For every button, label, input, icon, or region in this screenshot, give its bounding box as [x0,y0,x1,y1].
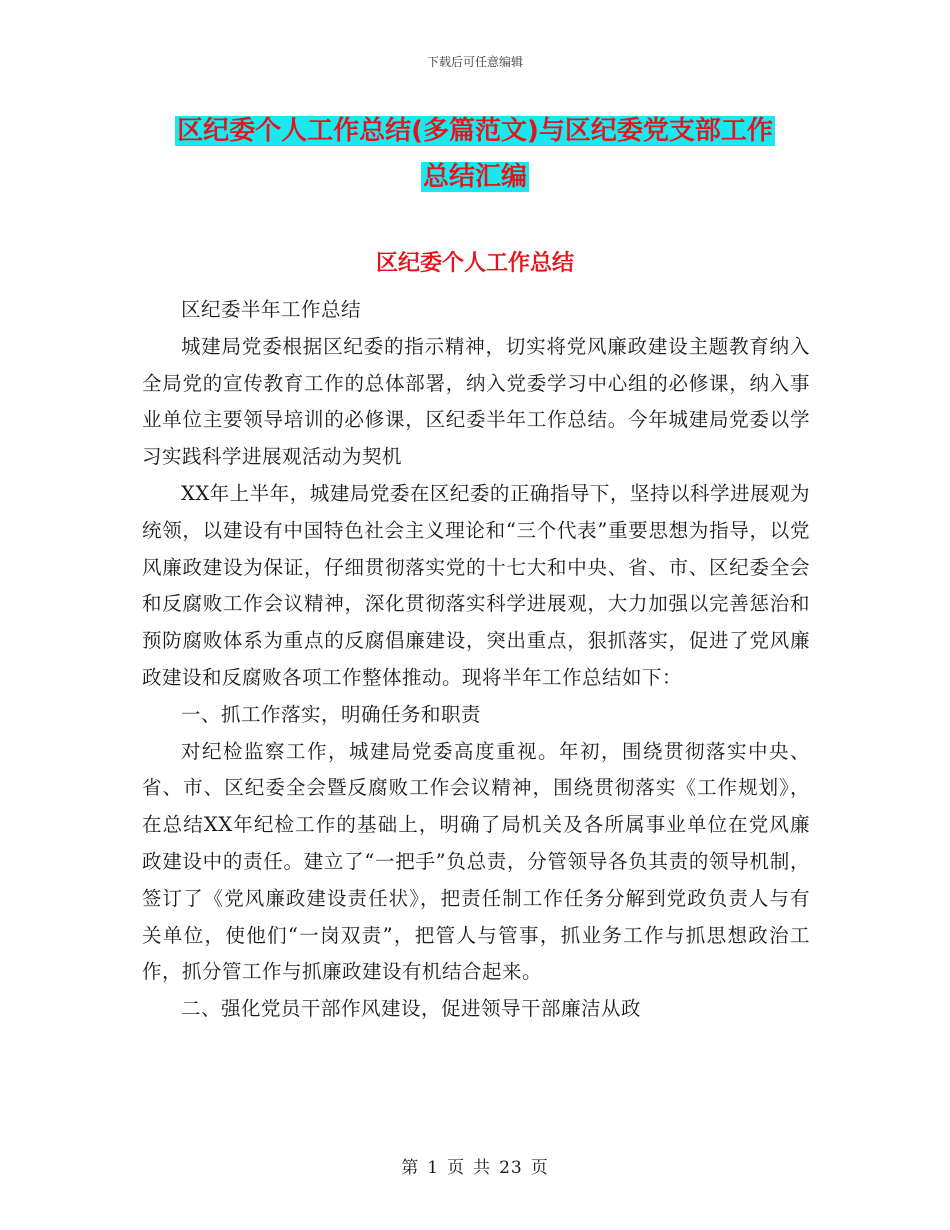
total-unit: 页 [530,1158,549,1178]
paragraph: XX年上半年，城建局党委在区纪委的正确指导下，坚持以科学进展观为统领，以建设有中国特色社会主义理论和“三个代表”重要思想为指导，以党风廉政建设为保证，仔细贯彻落实党的十七大和中央、省、市、区纪委全会和反腐败工作会议精神，深化贯彻落实科学进展观，大力加强以完善惩治和预防腐败体系为重点的反腐倡廉建设，突出重点，狠抓落实，促进了党风廉政建设和反腐败各项工作整体推动。现将半年工作总结如下： [142,481,810,689]
document-title-line-2: 总结汇编 [422,162,527,192]
document-title-line-1: 区纪委个人工作总结(多篇范文)与区纪委党支部工作 [177,116,773,146]
paragraph: 二、强化党员干部作风建设，促进领导干部廉洁从政 [181,997,642,1021]
paragraph: 对纪检监察工作，城建局党委高度重视。年初，围绕贯彻落实中央、省、市、区纪委全会暨反腐败工作会议精神，围绕贯彻落实《工作规划》，在总结XX年纪检工作的基础上，明确了局机关及各所属事业单位在党风廉政建设中的责任。建立了“一把手”负总责，分管领导各负其责的领导机制，签订了《党风廉政建设责任状》，把责任制工作任务分解到党政负责人与有关单位，使他们“一岗双责”，把管人与管事，抓业务工作与抓思想政治工作，抓分管工作与抓廉政建设有机结合起来。 [142,739,810,984]
total-label: 共 [473,1158,492,1178]
paragraph: 一、抓工作落实，明确任务和职责 [181,702,482,726]
document-body [142,292,810,1028]
document-title [140,108,810,200]
page-unit: 页 [447,1158,466,1178]
paragraph: 城建局党委根据区纪委的指示精神，切实将党风廉政建设主题教育纳入全局党的宣传教育工作的总体部署，纳入党委学习中心组的必修课，纳入事业单位主要领导培训的必修课，区纪委半年工作总结。今年城建局党委以学习实践科学进展观活动为契机 [142,334,810,469]
page-footer [0,1153,950,1178]
section-title: 区纪委个人工作总结 [375,251,574,276]
header-note: 下载后可任意编辑 [426,55,523,69]
total-pages: 23 [499,1158,523,1178]
page-number: 1 [427,1158,440,1178]
paragraph: 区纪委半年工作总结 [181,298,362,321]
page-label: 第 [401,1158,420,1178]
